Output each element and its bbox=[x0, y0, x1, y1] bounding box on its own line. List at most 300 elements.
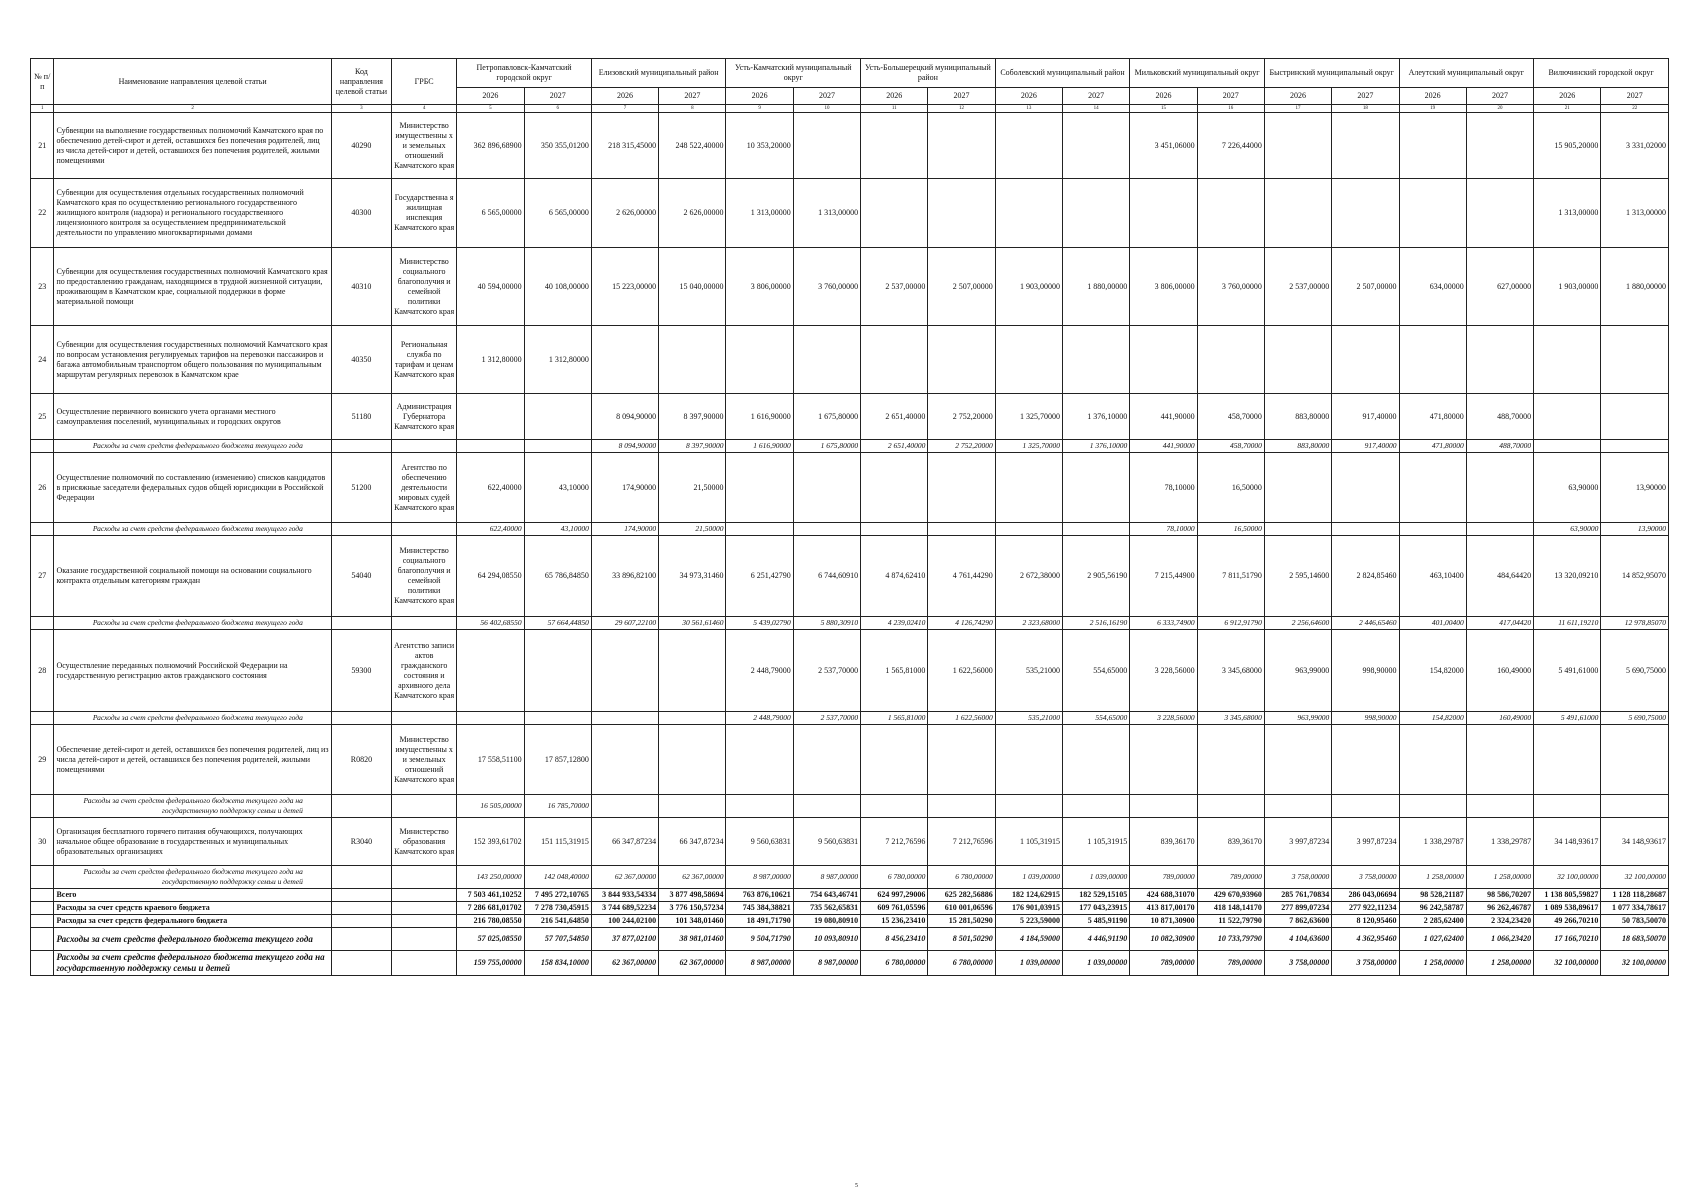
value-cell bbox=[793, 795, 860, 818]
value-cell: 5 439,02790 bbox=[726, 617, 793, 630]
header-year: 2027 bbox=[659, 88, 726, 105]
value-cell bbox=[726, 523, 793, 536]
header-code: Код направления целевой статьи bbox=[331, 59, 391, 105]
value-cell: 458,70000 bbox=[1197, 440, 1264, 453]
value-cell: 1 138 805,59827 bbox=[1534, 889, 1601, 902]
value-cell: 8 987,00000 bbox=[793, 951, 860, 976]
value-cell bbox=[928, 795, 995, 818]
header-year: 2027 bbox=[1062, 88, 1129, 105]
value-cell: 1 312,80000 bbox=[457, 326, 524, 394]
value-cell: 3 758,00000 bbox=[1264, 951, 1331, 976]
header-municipality: Соболевский муниципальный район bbox=[995, 59, 1130, 88]
value-cell: 37 877,02100 bbox=[591, 928, 658, 951]
value-cell: 554,65000 bbox=[1062, 712, 1129, 725]
row-number bbox=[31, 523, 54, 536]
value-cell: 735 562,65831 bbox=[793, 902, 860, 915]
row-number bbox=[31, 915, 54, 928]
value-cell: 160,49000 bbox=[1466, 712, 1533, 725]
value-cell: 417,04420 bbox=[1466, 617, 1533, 630]
value-cell: 1 675,80000 bbox=[793, 440, 860, 453]
value-cell: 1 376,10000 bbox=[1062, 440, 1129, 453]
column-number: 20 bbox=[1466, 105, 1533, 113]
value-cell: 1 325,70000 bbox=[995, 394, 1062, 440]
row-name: Оказание государственной социальной помощи на основании социального контракта отдельным категориям граждан bbox=[54, 536, 331, 617]
value-cell: 38 981,01460 bbox=[659, 928, 726, 951]
value-cell: 15 905,20000 bbox=[1534, 113, 1601, 179]
value-cell: 3 345,68000 bbox=[1197, 630, 1264, 712]
header-year: 2026 bbox=[1130, 88, 1197, 105]
table-row bbox=[31, 536, 1669, 617]
row-grbs: Региональная служба по тарифам и ценам Камчатского края bbox=[392, 326, 457, 394]
value-cell bbox=[1130, 795, 1197, 818]
row-grbs: Министерство имущественны х и земельных отношений Камчатского края bbox=[392, 725, 457, 795]
table-subrow bbox=[31, 866, 1669, 889]
row-name: Расходы за счет средств федерального бюджета текущего года bbox=[54, 617, 331, 630]
value-cell: 151 115,31915 bbox=[524, 818, 591, 866]
row-grbs bbox=[392, 795, 457, 818]
value-cell bbox=[524, 440, 591, 453]
table-total-row bbox=[31, 951, 1669, 976]
value-cell: 2 507,00000 bbox=[928, 248, 995, 326]
value-cell bbox=[1332, 523, 1399, 536]
value-cell: 3 758,00000 bbox=[1264, 866, 1331, 889]
value-cell: 1 903,00000 bbox=[1534, 248, 1601, 326]
value-cell: 1 039,00000 bbox=[1062, 951, 1129, 976]
value-cell: 2 537,70000 bbox=[793, 630, 860, 712]
row-code: 40350 bbox=[331, 326, 391, 394]
value-cell bbox=[659, 725, 726, 795]
table-row bbox=[31, 818, 1669, 866]
value-cell: 11 611,19210 bbox=[1534, 617, 1601, 630]
value-cell: 2 595,14600 bbox=[1264, 536, 1331, 617]
value-cell: 1 258,00000 bbox=[1399, 866, 1466, 889]
value-cell bbox=[995, 326, 1062, 394]
header-year: 2027 bbox=[793, 88, 860, 105]
value-cell bbox=[928, 326, 995, 394]
value-cell bbox=[1332, 113, 1399, 179]
page-number: 5 bbox=[855, 1183, 858, 1189]
value-cell: 2 905,56190 bbox=[1062, 536, 1129, 617]
value-cell bbox=[457, 630, 524, 712]
value-cell: 8 987,00000 bbox=[726, 951, 793, 976]
value-cell bbox=[995, 523, 1062, 536]
value-cell bbox=[1062, 326, 1129, 394]
value-cell bbox=[1399, 453, 1466, 523]
value-cell bbox=[1264, 179, 1331, 248]
header-year: 2026 bbox=[995, 88, 1062, 105]
row-number: 29 bbox=[31, 725, 54, 795]
table-subrow bbox=[31, 712, 1669, 725]
value-cell: 350 355,01200 bbox=[524, 113, 591, 179]
row-number bbox=[31, 951, 54, 976]
value-cell: 2 507,00000 bbox=[1332, 248, 1399, 326]
value-cell bbox=[1197, 326, 1264, 394]
row-number bbox=[31, 795, 54, 818]
header-year: 2027 bbox=[1466, 88, 1533, 105]
value-cell bbox=[1399, 113, 1466, 179]
value-cell: 441,90000 bbox=[1130, 394, 1197, 440]
column-number: 19 bbox=[1399, 105, 1466, 113]
value-cell: 2 651,40000 bbox=[861, 440, 928, 453]
value-cell: 1 258,00000 bbox=[1466, 951, 1533, 976]
table-subrow bbox=[31, 795, 1669, 818]
row-grbs bbox=[392, 902, 457, 915]
value-cell: 29 607,22100 bbox=[591, 617, 658, 630]
value-cell bbox=[1534, 326, 1601, 394]
value-cell: 1 313,00000 bbox=[1601, 179, 1669, 248]
value-cell: 418 148,14170 bbox=[1197, 902, 1264, 915]
value-cell: 10 082,30900 bbox=[1130, 928, 1197, 951]
value-cell bbox=[1466, 725, 1533, 795]
value-cell: 11 522,79790 bbox=[1197, 915, 1264, 928]
value-cell bbox=[928, 179, 995, 248]
row-number bbox=[31, 866, 54, 889]
value-cell: 458,70000 bbox=[1197, 394, 1264, 440]
value-cell: 1 313,00000 bbox=[793, 179, 860, 248]
value-cell: 2 537,00000 bbox=[1264, 248, 1331, 326]
value-cell bbox=[1197, 725, 1264, 795]
row-code bbox=[331, 712, 391, 725]
value-cell: 1 039,00000 bbox=[995, 951, 1062, 976]
row-name: Организация бесплатного горячего питания обучающихся, получающих начальное общее образование в государственных и муниципальных образовательных организациях bbox=[54, 818, 331, 866]
row-name: Обеспечение детей-сирот и детей, оставшихся без попечения родителей, лиц из числа детей-сирот и детей, оставшихся без попечения родителей, жилыми помещениями bbox=[54, 725, 331, 795]
column-number: 3 bbox=[331, 105, 391, 113]
row-number bbox=[31, 440, 54, 453]
table-row bbox=[31, 453, 1669, 523]
value-cell: 49 266,70210 bbox=[1534, 915, 1601, 928]
value-cell bbox=[659, 326, 726, 394]
value-cell: 2 651,40000 bbox=[861, 394, 928, 440]
row-number bbox=[31, 928, 54, 951]
value-cell: 2 537,70000 bbox=[793, 712, 860, 725]
column-number: 15 bbox=[1130, 105, 1197, 113]
value-cell: 285 761,70834 bbox=[1264, 889, 1331, 902]
value-cell: 8 987,00000 bbox=[793, 866, 860, 889]
row-code bbox=[331, 915, 391, 928]
row-name: Расходы за счет средств федерального бюджета текущего года bbox=[54, 928, 331, 951]
table-total-row bbox=[31, 902, 1669, 915]
value-cell: 839,36170 bbox=[1130, 818, 1197, 866]
value-cell: 362 896,68900 bbox=[457, 113, 524, 179]
header-year: 2026 bbox=[1264, 88, 1331, 105]
value-cell bbox=[1534, 394, 1601, 440]
value-cell bbox=[995, 179, 1062, 248]
value-cell: 488,70000 bbox=[1466, 394, 1533, 440]
value-cell: 142 048,40000 bbox=[524, 866, 591, 889]
value-cell bbox=[861, 725, 928, 795]
value-cell: 3 776 150,57234 bbox=[659, 902, 726, 915]
row-code: 59300 bbox=[331, 630, 391, 712]
value-cell: 2 448,79000 bbox=[726, 630, 793, 712]
value-cell: 2 626,00000 bbox=[659, 179, 726, 248]
value-cell: 1 077 334,78617 bbox=[1601, 902, 1669, 915]
value-cell: 7 212,76596 bbox=[928, 818, 995, 866]
value-cell: 413 817,00170 bbox=[1130, 902, 1197, 915]
row-code bbox=[331, 902, 391, 915]
value-cell: 177 043,23915 bbox=[1062, 902, 1129, 915]
value-cell: 789,00000 bbox=[1197, 866, 1264, 889]
header-municipality: Вилючинский городской округ bbox=[1534, 59, 1669, 88]
value-cell: 66 347,87234 bbox=[591, 818, 658, 866]
value-cell: 21,50000 bbox=[659, 453, 726, 523]
value-cell: 98 528,21187 bbox=[1399, 889, 1466, 902]
row-code bbox=[331, 440, 391, 453]
value-cell: 463,10400 bbox=[1399, 536, 1466, 617]
value-cell: 6 251,42790 bbox=[726, 536, 793, 617]
value-cell: 745 384,38821 bbox=[726, 902, 793, 915]
value-cell: 16 785,70000 bbox=[524, 795, 591, 818]
budget-table bbox=[30, 58, 1669, 976]
value-cell: 998,90000 bbox=[1332, 630, 1399, 712]
column-number: 6 bbox=[524, 105, 591, 113]
value-cell bbox=[659, 630, 726, 712]
value-cell: 3 331,02000 bbox=[1601, 113, 1669, 179]
header-year: 2026 bbox=[861, 88, 928, 105]
value-cell bbox=[1062, 523, 1129, 536]
table-row bbox=[31, 113, 1669, 179]
row-name: Расходы за счет средств федерального бюджета текущего года bbox=[54, 440, 331, 453]
value-cell: 7 811,51790 bbox=[1197, 536, 1264, 617]
table-total-row bbox=[31, 915, 1669, 928]
header-year: 2026 bbox=[1399, 88, 1466, 105]
value-cell: 34 148,93617 bbox=[1601, 818, 1669, 866]
column-number: 22 bbox=[1601, 105, 1669, 113]
value-cell: 2 446,65460 bbox=[1332, 617, 1399, 630]
value-cell bbox=[591, 326, 658, 394]
row-name: Субвенции для осуществления отдельных государственных полномочий Камчатского края по осуществлению регионального государственного жилищного контроля (надзора) и регионального государственного лицензионного контроля за осуществлением предпринимательской деятельности по управлению многоквартирными домами bbox=[54, 179, 331, 248]
value-cell: 174,90000 bbox=[591, 453, 658, 523]
value-cell: 1 039,00000 bbox=[1062, 866, 1129, 889]
value-cell: 763 876,10621 bbox=[726, 889, 793, 902]
value-cell bbox=[1062, 795, 1129, 818]
value-cell: 2 537,00000 bbox=[861, 248, 928, 326]
value-cell bbox=[1130, 179, 1197, 248]
value-cell: 13,90000 bbox=[1601, 453, 1669, 523]
value-cell: 16 505,00000 bbox=[457, 795, 524, 818]
value-cell: 624 997,29006 bbox=[861, 889, 928, 902]
value-cell bbox=[861, 523, 928, 536]
value-cell: 1 903,00000 bbox=[995, 248, 1062, 326]
value-cell: 57 707,54850 bbox=[524, 928, 591, 951]
value-cell: 7 495 272,10765 bbox=[524, 889, 591, 902]
value-cell: 1 880,00000 bbox=[1062, 248, 1129, 326]
value-cell: 471,80000 bbox=[1399, 394, 1466, 440]
value-cell bbox=[1466, 523, 1533, 536]
value-cell: 32 100,00000 bbox=[1534, 951, 1601, 976]
header-municipality: Петропавловск-Камчатский городской округ bbox=[457, 59, 592, 88]
value-cell: 6 565,00000 bbox=[524, 179, 591, 248]
value-cell: 1 066,23420 bbox=[1466, 928, 1533, 951]
value-cell bbox=[1062, 113, 1129, 179]
row-number: 27 bbox=[31, 536, 54, 617]
value-cell bbox=[1399, 326, 1466, 394]
value-cell bbox=[1399, 179, 1466, 248]
value-cell bbox=[457, 712, 524, 725]
value-cell: 2 285,62400 bbox=[1399, 915, 1466, 928]
row-grbs: Государственна я жилищная инспекция Камчатского края bbox=[392, 179, 457, 248]
value-cell bbox=[1466, 113, 1533, 179]
value-cell: 78,10000 bbox=[1130, 523, 1197, 536]
value-cell: 32 100,00000 bbox=[1601, 951, 1669, 976]
column-number: 8 bbox=[659, 105, 726, 113]
value-cell bbox=[1466, 795, 1533, 818]
row-number: 28 bbox=[31, 630, 54, 712]
value-cell: 5 485,91190 bbox=[1062, 915, 1129, 928]
value-cell bbox=[457, 440, 524, 453]
value-cell: 18 683,50070 bbox=[1601, 928, 1669, 951]
column-number: 16 bbox=[1197, 105, 1264, 113]
value-cell: 57 025,08550 bbox=[457, 928, 524, 951]
table-subrow bbox=[31, 523, 1669, 536]
value-cell: 34 973,31460 bbox=[659, 536, 726, 617]
table-row bbox=[31, 725, 1669, 795]
row-name: Осуществление полномочий по составлению (изменению) списков кандидатов в присяжные заседатели федеральных судов общей юрисдикции в Российской Федерации bbox=[54, 453, 331, 523]
value-cell: 62 367,00000 bbox=[659, 951, 726, 976]
row-name: Расходы за счет средств федерального бюджета текущего года на государственную поддержку семьи и детей bbox=[54, 866, 331, 889]
value-cell: 998,90000 bbox=[1332, 712, 1399, 725]
row-name: Осуществление переданных полномочий Российской Федерации на государственную регистрацию актов гражданского состояния bbox=[54, 630, 331, 712]
row-number bbox=[31, 902, 54, 915]
value-cell: 100 244,02100 bbox=[591, 915, 658, 928]
value-cell: 10 093,80910 bbox=[793, 928, 860, 951]
value-cell: 609 761,05596 bbox=[861, 902, 928, 915]
value-cell bbox=[726, 795, 793, 818]
row-number bbox=[31, 712, 54, 725]
value-cell: 40 108,00000 bbox=[524, 248, 591, 326]
value-cell: 4 126,74290 bbox=[928, 617, 995, 630]
value-cell: 21,50000 bbox=[659, 523, 726, 536]
value-cell: 4 239,02410 bbox=[861, 617, 928, 630]
value-cell: 789,00000 bbox=[1130, 866, 1197, 889]
value-cell: 917,40000 bbox=[1332, 394, 1399, 440]
value-cell: 65 786,84850 bbox=[524, 536, 591, 617]
value-cell: 30 561,61460 bbox=[659, 617, 726, 630]
value-cell: 2 448,79000 bbox=[726, 712, 793, 725]
value-cell bbox=[1534, 795, 1601, 818]
value-cell: 3 760,00000 bbox=[793, 248, 860, 326]
header-grbs: ГРБС bbox=[392, 59, 457, 105]
value-cell: 50 783,50070 bbox=[1601, 915, 1669, 928]
value-cell: 789,00000 bbox=[1197, 951, 1264, 976]
value-cell: 2 672,38000 bbox=[995, 536, 1062, 617]
value-cell: 15 040,00000 bbox=[659, 248, 726, 326]
value-cell: 143 250,00000 bbox=[457, 866, 524, 889]
value-cell bbox=[793, 725, 860, 795]
value-cell: 9 560,63831 bbox=[793, 818, 860, 866]
value-cell bbox=[793, 453, 860, 523]
value-cell: 62 367,00000 bbox=[591, 951, 658, 976]
value-cell: 401,00400 bbox=[1399, 617, 1466, 630]
value-cell: 3 877 498,58694 bbox=[659, 889, 726, 902]
row-grbs bbox=[392, 951, 457, 976]
row-code bbox=[331, 866, 391, 889]
value-cell: 1 565,81000 bbox=[861, 712, 928, 725]
value-cell bbox=[591, 712, 658, 725]
table-row bbox=[31, 248, 1669, 326]
value-cell: 7 212,76596 bbox=[861, 818, 928, 866]
value-cell: 15 223,00000 bbox=[591, 248, 658, 326]
table-total-row bbox=[31, 928, 1669, 951]
value-cell: 4 184,59000 bbox=[995, 928, 1062, 951]
value-cell bbox=[793, 326, 860, 394]
header-name: Наименование направления целевой статьи bbox=[54, 59, 331, 105]
row-code: 54040 bbox=[331, 536, 391, 617]
column-number: 17 bbox=[1264, 105, 1331, 113]
row-grbs bbox=[392, 866, 457, 889]
value-cell: 14 852,95070 bbox=[1601, 536, 1669, 617]
header-year: 2026 bbox=[591, 88, 658, 105]
row-code: 51200 bbox=[331, 453, 391, 523]
value-cell bbox=[1062, 453, 1129, 523]
value-cell: 154,82000 bbox=[1399, 712, 1466, 725]
value-cell bbox=[1332, 179, 1399, 248]
value-cell: 484,64420 bbox=[1466, 536, 1533, 617]
value-cell: 5 690,75000 bbox=[1601, 712, 1669, 725]
value-cell: 15 236,23410 bbox=[861, 915, 928, 928]
row-grbs bbox=[392, 712, 457, 725]
value-cell: 98 586,70207 bbox=[1466, 889, 1533, 902]
value-cell: 3 451,06000 bbox=[1130, 113, 1197, 179]
row-grbs: Агентство по обеспечению деятельности мировых судей Камчатского края bbox=[392, 453, 457, 523]
value-cell bbox=[1332, 795, 1399, 818]
value-cell: 8 501,50290 bbox=[928, 928, 995, 951]
value-cell: 7 503 461,10252 bbox=[457, 889, 524, 902]
value-cell: 43,10000 bbox=[524, 453, 591, 523]
value-cell bbox=[1466, 453, 1533, 523]
value-cell: 32 100,00000 bbox=[1601, 866, 1669, 889]
value-cell: 63,90000 bbox=[1534, 523, 1601, 536]
value-cell: 1 880,00000 bbox=[1601, 248, 1669, 326]
header-year: 2027 bbox=[1332, 88, 1399, 105]
value-cell bbox=[1601, 725, 1669, 795]
value-cell: 15 281,50290 bbox=[928, 915, 995, 928]
row-name: Субвенции на выполнение государственных полномочий Камчатского края по обеспечению детей-сирот и детей, оставшихся без попечения родителей, лиц из числа детей-сирот и детей, оставшихся без попечения родителей, жилыми помещениями bbox=[54, 113, 331, 179]
header-municipality: Усть-Камчатский муниципальный округ bbox=[726, 59, 861, 88]
value-cell bbox=[1534, 440, 1601, 453]
row-number: 21 bbox=[31, 113, 54, 179]
row-grbs bbox=[392, 523, 457, 536]
value-cell: 634,00000 bbox=[1399, 248, 1466, 326]
value-cell: 3 760,00000 bbox=[1197, 248, 1264, 326]
row-name: Расходы за счет средств федерального бюджета текущего года на государственную поддержку семьи и детей bbox=[54, 795, 331, 818]
value-cell: 1 089 538,89617 bbox=[1534, 902, 1601, 915]
value-cell: 1 616,90000 bbox=[726, 394, 793, 440]
value-cell: 488,70000 bbox=[1466, 440, 1533, 453]
value-cell bbox=[726, 453, 793, 523]
table-row bbox=[31, 179, 1669, 248]
column-number: 11 bbox=[861, 105, 928, 113]
value-cell bbox=[1130, 326, 1197, 394]
value-cell bbox=[861, 113, 928, 179]
value-cell: 159 755,00000 bbox=[457, 951, 524, 976]
value-cell: 1 565,81000 bbox=[861, 630, 928, 712]
value-cell: 963,99000 bbox=[1264, 630, 1331, 712]
value-cell: 441,90000 bbox=[1130, 440, 1197, 453]
value-cell: 2 752,20000 bbox=[928, 440, 995, 453]
value-cell bbox=[659, 712, 726, 725]
budget-table-container bbox=[30, 58, 1669, 976]
row-code: 51180 bbox=[331, 394, 391, 440]
value-cell bbox=[1130, 725, 1197, 795]
row-name: Осуществление первичного воинского учета органами местного самоуправления поселений, муниципальных и городских округов bbox=[54, 394, 331, 440]
value-cell bbox=[726, 725, 793, 795]
row-number: 26 bbox=[31, 453, 54, 523]
row-code bbox=[331, 951, 391, 976]
value-cell: 2 626,00000 bbox=[591, 179, 658, 248]
value-cell: 6 780,00000 bbox=[928, 951, 995, 976]
value-cell: 4 104,63600 bbox=[1264, 928, 1331, 951]
value-cell: 18 491,71790 bbox=[726, 915, 793, 928]
